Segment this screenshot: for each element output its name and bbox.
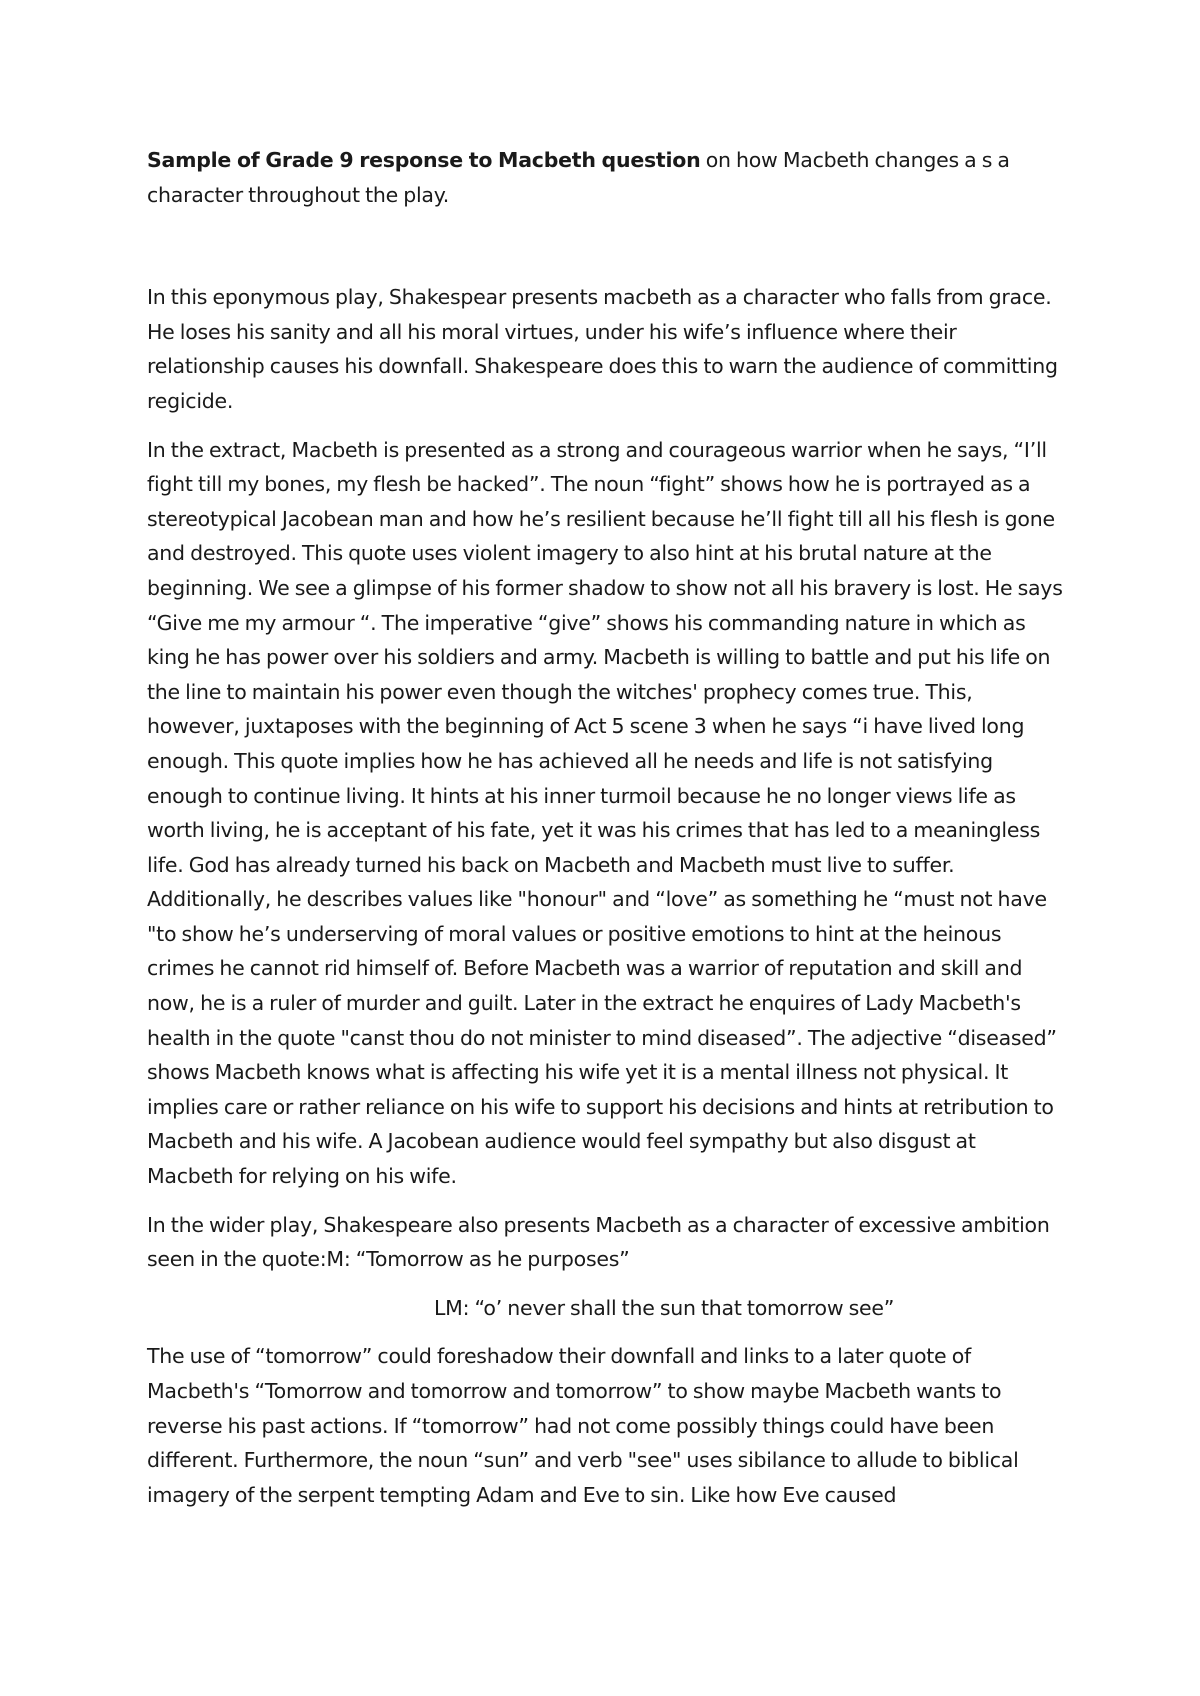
heading-bold-text: Sample of Grade 9 response to Macbeth question [147, 148, 701, 172]
wider-play-paragraph: In the wider play, Shakespeare also presents Macbeth as a character of excessive ambition seen in the quote:M: “Tomorrow as he purposes” [147, 1212, 1050, 1272]
document-body [147, 143, 1067, 1526]
document-heading [147, 143, 1067, 212]
extract-analysis-paragraph: In the extract, Macbeth is presented as a strong and courageous warrior when he says, “I’ll fight till my bones, my flesh be hacked”. The noun “fight” shows how he is portrayed as a stereotypical Jacobean man and how he’s resilient because he’ll fight till all his flesh is gone and destroyed. This quote uses violent imagery to also hint at his brutal nature at the beginning. We see a glimpse of his former shadow to show not all his bravery is lost. He says “Give me my armour “. The imperative “give” shows his commanding nature in which as king he has power over his soldiers and army. Macbeth is willing to battle and put his life on the line to maintain his power even though the witches' prophecy comes true. This, however, juxtaposes with the beginning of Act 5 scene 3 when he says “i have lived long enough. This quote implies how he has achieved all he needs and life is not satisfying enough to continue living. It hints at his inner turmoil because he no longer views life as worth living, he is acceptant of his fate, yet it was his crimes that has led to a meaningless life. God has already turned his back on Macbeth and Macbeth must live to suffer. Additionally, he describes values like "honour" and “love” as something he “must not have "to show he’s underserving of moral values or positive emotions to hint at the heinous crimes he cannot rid himself of. Before Macbeth was a warrior of reputation and skill and now, he is a ruler of murder and guilt. Later in the extract he enquires of Lady Macbeth's health in the quote "canst thou do not minister to mind diseased”. The adjective “diseased” shows Macbeth knows what is affecting his wife yet it is a mental illness not physical. It implies care or rather reliance on his wife to support his decisions and hints at retribution to Macbeth and his wife. A Jacobean audience would feel sympathy but also disgust at Macbeth for relying on his wife. [147, 437, 1063, 1189]
final-paragraph: The use of “tomorrow” could foreshadow their downfall and links to a later quote of Macbeth's “Tomorrow and tomorrow and tomorrow” to show maybe Macbeth wants to reverse his past actions. If “tomorrow” had not come possibly things could have been different. Furthermore, the noun “sun” and verb "see" uses sibilance to allude to biblical imagery of the serpent tempting Adam and Eve to sin. Like how Eve caused [147, 1344, 1019, 1507]
intro-paragraph: In this eponymous play, Shakespear presents macbeth as a character who falls from grace. He loses his sanity and all his moral virtues, under his wife’s influence where their relationship causes his downfall. Shakespeare does this to warn the audience of committing regicide. [147, 285, 1058, 413]
indented-quote-line: LM: “o’ never shall the sun that tomorrow see” [434, 1295, 895, 1320]
heading-rest-text: on how Macbeth changes a s a character throughout the play. [147, 148, 1010, 207]
